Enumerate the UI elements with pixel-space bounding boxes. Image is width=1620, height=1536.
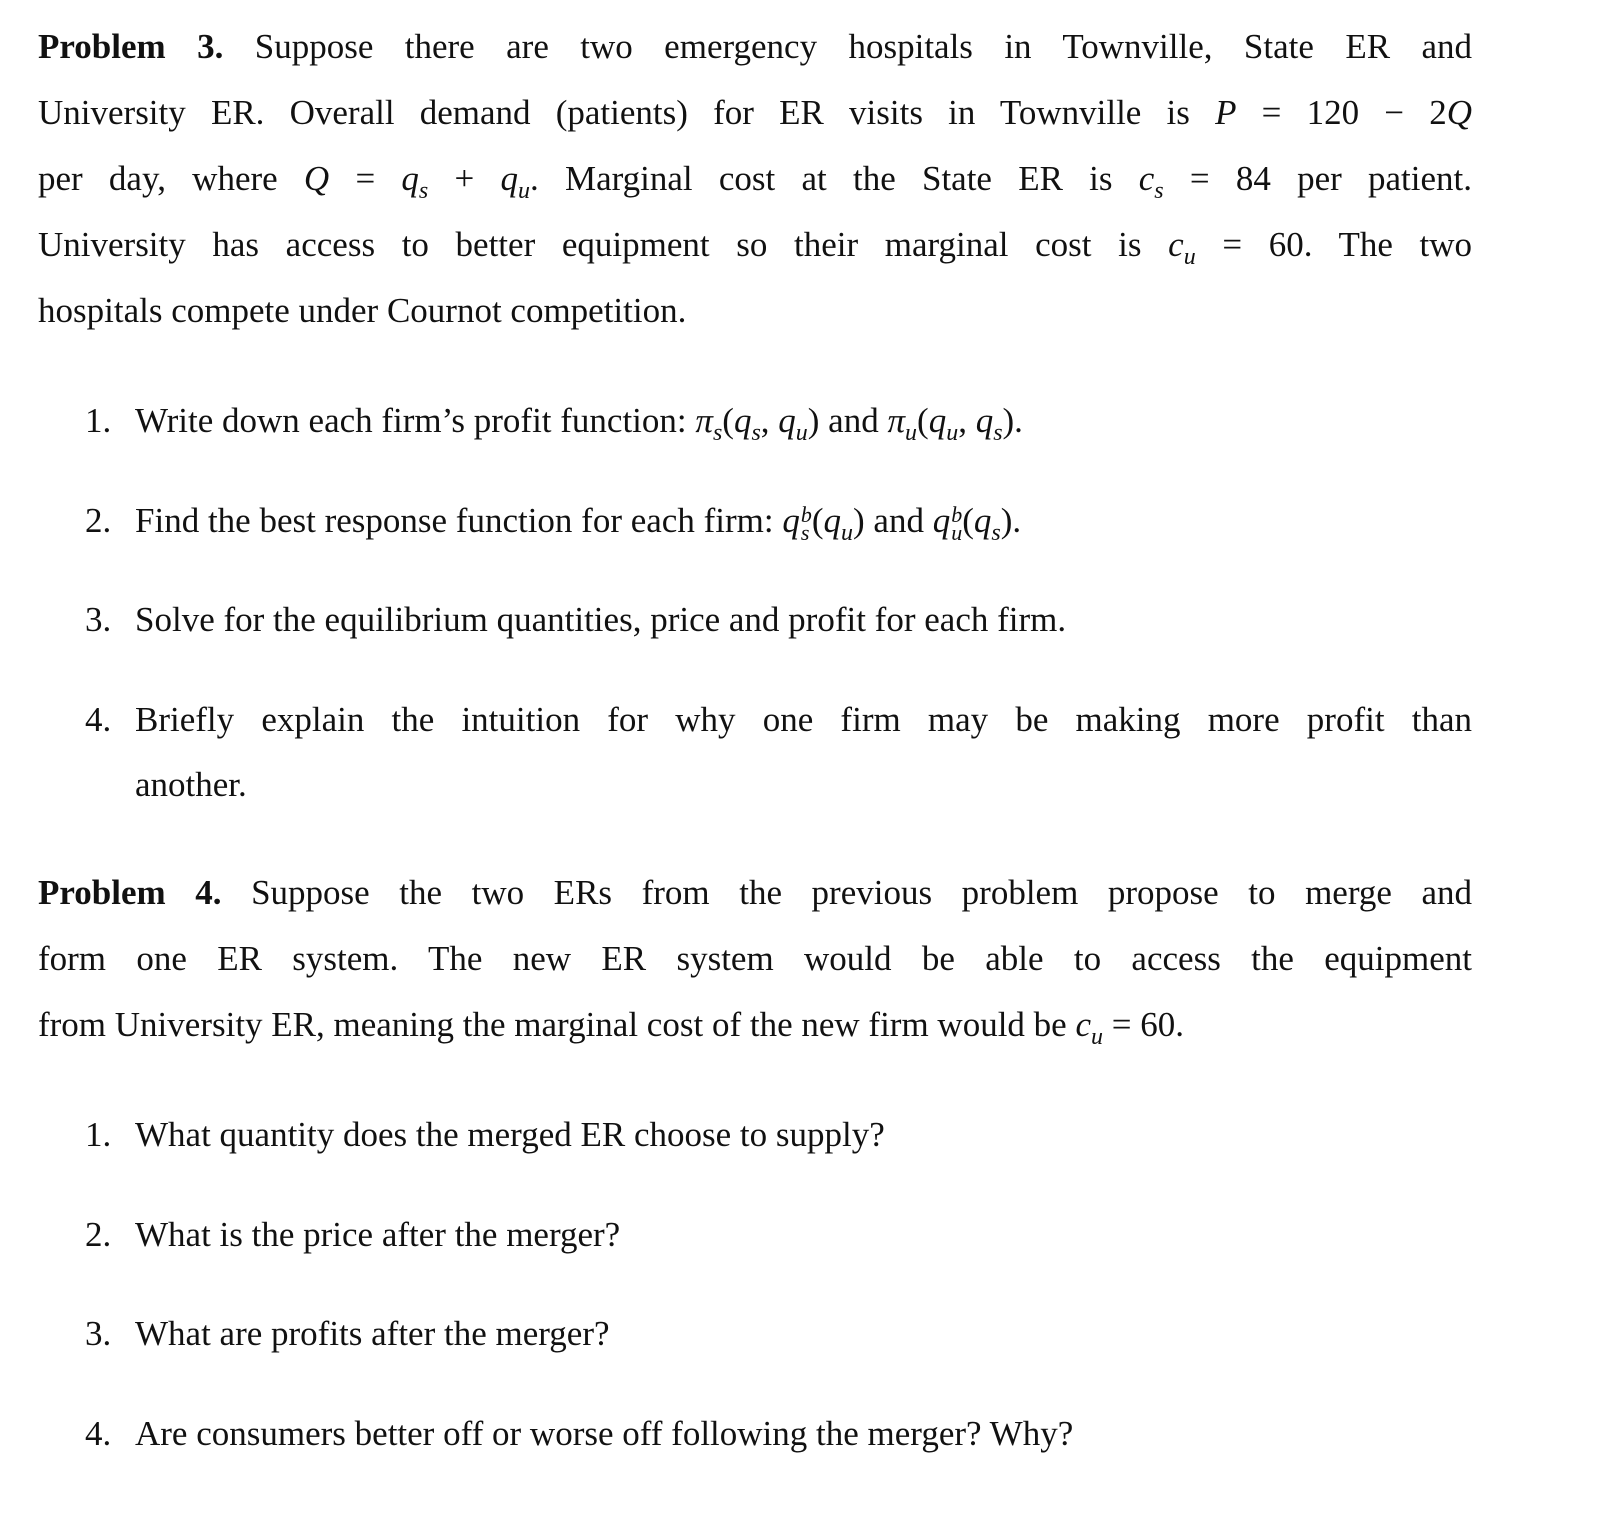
item-number: 4. — [85, 700, 112, 739]
item-number: 1. — [85, 1115, 112, 1154]
text-line — [38, 91, 1472, 135]
text-line — [135, 1113, 885, 1157]
item-number: 3. — [85, 1314, 112, 1353]
text-line — [135, 499, 1022, 546]
text-run: = 60. The two — [1195, 225, 1472, 264]
text-line — [38, 289, 686, 333]
math-subscript: u — [517, 178, 530, 204]
text-run: ) and — [807, 401, 888, 440]
math-subscript: s — [800, 519, 810, 545]
text-run: , — [760, 401, 779, 440]
math-subscript: s — [1154, 178, 1164, 204]
math-symbol: q — [782, 501, 800, 540]
text-run: . Marginal cost at the State ER is — [529, 159, 1139, 198]
text-line — [38, 937, 1472, 981]
math-subscript: s — [418, 178, 429, 204]
text-line — [38, 1003, 1185, 1050]
text-run: Write down each firm’s profit function: — [135, 401, 696, 440]
text-run: What quantity does the merged ER choose to supply? — [135, 1115, 885, 1154]
item-number: 2. — [85, 501, 112, 540]
math-symbol: c — [1168, 225, 1184, 264]
text-run: What are profits after the merger? — [135, 1314, 610, 1353]
math-subscript: s — [751, 420, 761, 446]
text-run: Are consumers better off or worse off following the merger? Why? — [135, 1414, 1074, 1453]
math-subscript: s — [993, 420, 1003, 446]
math-subscript: s — [712, 420, 723, 446]
math-supsub — [800, 501, 812, 545]
text-run: = 84 per patient. — [1163, 159, 1472, 198]
problem-heading: Problem 4. — [38, 873, 222, 912]
math-symbol: π — [887, 401, 906, 440]
text-run: Solve for the equilibrium quantities, price and profit for each firm. — [135, 600, 1067, 639]
text-line — [38, 25, 1472, 69]
math-symbol: q — [401, 159, 419, 198]
math-subscript: u — [946, 420, 959, 446]
text-run: another. — [135, 765, 247, 804]
problem-heading: Problem 3. — [38, 27, 224, 66]
item-number: 3. — [85, 600, 112, 639]
text-run: ( — [811, 501, 824, 540]
item-number: 2. — [85, 1215, 112, 1254]
text-line — [38, 223, 1472, 270]
text-line — [38, 157, 1472, 204]
item-number: 4. — [85, 1414, 112, 1453]
text-run: Suppose there are two emergency hospitals in Townville, State ER and — [223, 27, 1472, 66]
math-symbol: Q — [1446, 93, 1472, 132]
text-run: per day, where — [38, 159, 304, 198]
text-run: University has access to better equipment so their marginal cost is — [38, 225, 1169, 264]
text-line — [135, 1213, 620, 1257]
math-symbol: Q — [303, 159, 330, 198]
text-line — [135, 399, 1023, 446]
math-subscript: u — [841, 520, 853, 546]
text-run: = 60. — [1103, 1005, 1185, 1044]
math-symbol: q — [932, 501, 951, 540]
text-run: ( — [917, 401, 929, 440]
math-symbol: P — [1215, 93, 1237, 132]
math-symbol: q — [733, 401, 752, 440]
text-run: from University ER, meaning the marginal cost of the new firm would be — [38, 1005, 1076, 1044]
text-run: What is the price after the merger? — [135, 1215, 621, 1254]
text-run: ) and — [853, 501, 933, 540]
math-symbol: c — [1075, 1005, 1092, 1044]
math-symbol: π — [695, 401, 713, 440]
math-symbol: q — [500, 159, 518, 198]
math-subscript: u — [1183, 244, 1196, 270]
text-line — [135, 1312, 610, 1356]
text-run: = 120 − 2 — [1236, 93, 1447, 132]
text-run: , — [958, 401, 976, 440]
math-subscript: u — [1091, 1024, 1104, 1050]
math-subscript: u — [951, 519, 963, 545]
text-run: ( — [722, 401, 734, 440]
math-subscript: s — [991, 520, 1001, 546]
math-symbol: q — [973, 501, 992, 540]
text-line — [38, 871, 1472, 915]
text-line — [135, 598, 1066, 642]
math-superscript: b — [800, 501, 812, 527]
text-run: + — [428, 159, 501, 198]
math-subscript: u — [795, 420, 808, 446]
text-line — [135, 698, 1472, 742]
text-run: University ER. Overall demand (patients) for ER visits in Townville is — [38, 93, 1216, 132]
text-run: ). — [1000, 501, 1022, 540]
text-run: ( — [962, 501, 974, 540]
math-symbol: c — [1138, 159, 1155, 198]
math-supsub — [951, 501, 963, 545]
text-run: = — [329, 159, 402, 198]
text-run: form one ER system. The new ER system would be able to access the equipment — [38, 939, 1472, 978]
text-line — [135, 763, 247, 807]
text-run: hospitals compete under Cournot competition. — [38, 291, 687, 330]
math-superscript: b — [951, 501, 963, 527]
math-symbol: q — [823, 501, 841, 540]
math-symbol: q — [928, 401, 947, 440]
math-subscript: u — [905, 420, 918, 446]
math-symbol: q — [778, 401, 796, 440]
text-line — [135, 1412, 1073, 1456]
item-number: 1. — [85, 401, 112, 440]
text-run: Suppose the two ERs from the previous problem propose to merge and — [221, 873, 1472, 912]
text-run: Find the best response function for each firm: — [135, 501, 783, 540]
math-symbol: q — [975, 401, 994, 440]
text-run: ). — [1002, 401, 1023, 440]
text-run: Briefly explain the intuition for why one firm may be making more profit than — [135, 700, 1472, 739]
